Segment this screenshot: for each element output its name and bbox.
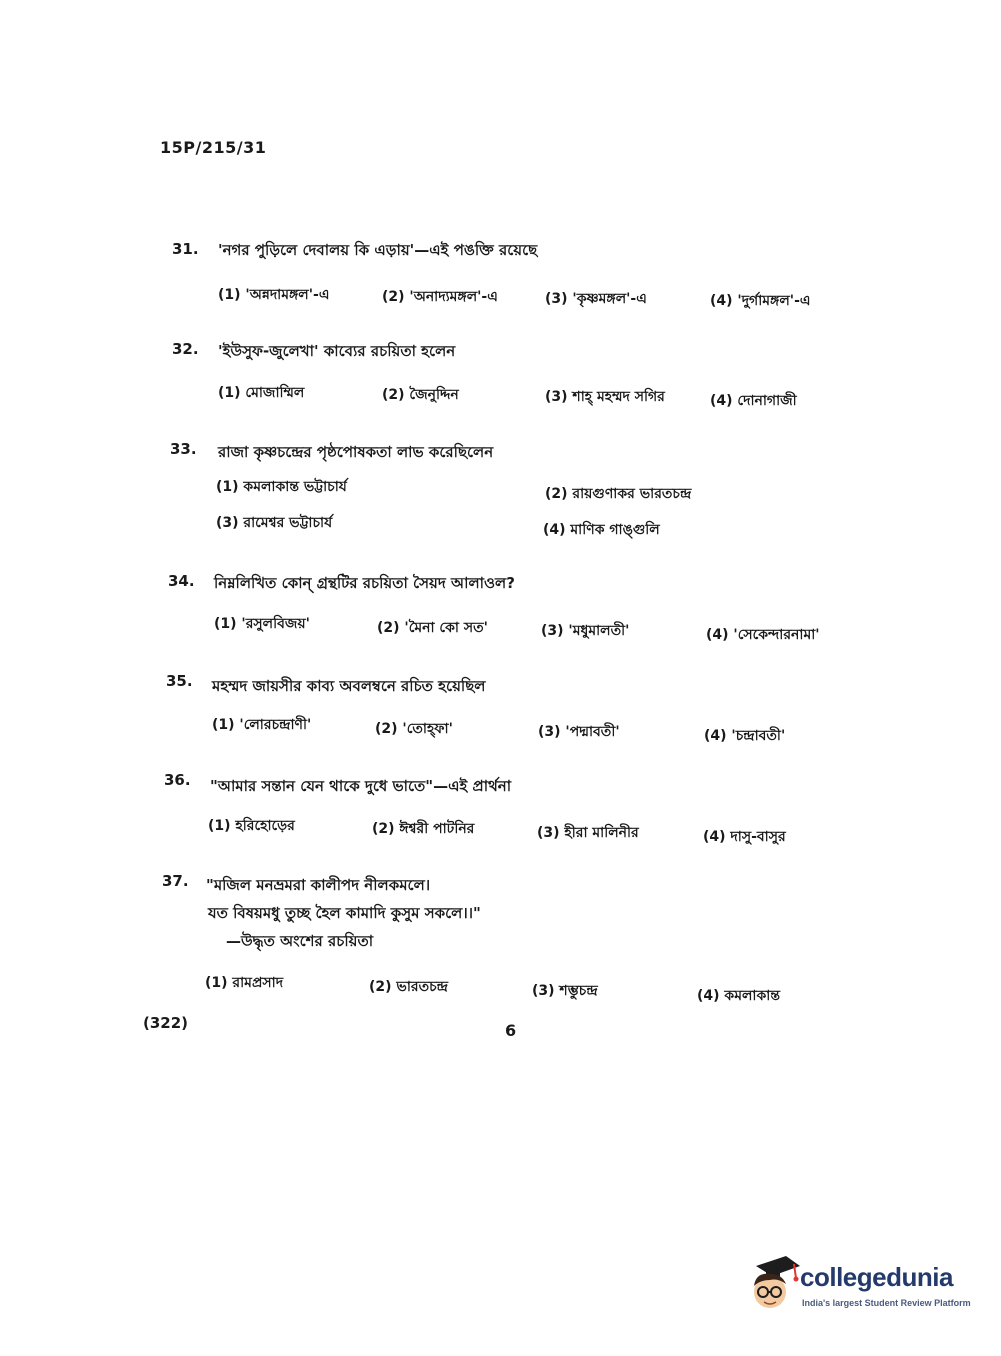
question-text: 'ইউসুফ-জুলেখা' কাব্যের রচয়িতা হলেন — [218, 342, 456, 360]
option-2: (2) 'অনাদ্যমঙ্গল'-এ — [382, 289, 498, 305]
option-3: (3) 'মধুমালতী' — [541, 623, 630, 639]
option-2: (2) 'তোহ্ফা' — [375, 721, 453, 737]
question-number: 33. — [170, 440, 197, 458]
option-1: (1) মোজাম্মিল — [218, 385, 305, 401]
question-text-line-1: "মজিল মনভ্রমরা কালীপদ নীলকমলে। — [206, 876, 431, 894]
option-3: (3) 'কৃষ্ণমঙ্গল'-এ — [545, 291, 647, 307]
option-4: (4) দোনাগাজী — [710, 393, 797, 409]
option-3: (3) রামেশ্বর ভট্টাচার্য — [216, 515, 333, 531]
option-4: (4) দাসু-বাসুর — [703, 829, 786, 845]
option-3: (3) 'পদ্মাবতী' — [538, 724, 620, 740]
option-4: (4) কমলাকান্ত — [697, 988, 780, 1004]
question-number: 35. — [166, 672, 193, 690]
option-2: (2) রায়গুণাকর ভারতচন্দ্র — [545, 486, 692, 502]
option-1: (1) রামপ্রসাদ — [205, 975, 284, 991]
option-2: (2) ঈশ্বরী পাটনির — [372, 821, 475, 837]
option-1: (1) কমলাকান্ত ভট্টাচার্য — [216, 479, 347, 495]
question-text: নিম্নলিখিত কোন্ গ্রন্থটির রচয়িতা সৈয়দ আলাওল? — [214, 574, 515, 592]
option-1: (1) 'অন্নদামঙ্গল'-এ — [218, 287, 330, 303]
option-2: (2) 'মৈনা কো সত' — [377, 620, 488, 636]
option-1: (1) 'রসুলবিজয়' — [214, 616, 310, 632]
mascot-icon — [742, 1252, 802, 1314]
option-1: (1) 'লোরচন্দ্রাণী' — [212, 717, 312, 733]
question-text-line-3: —উদ্ধৃত অংশের রচয়িতা — [226, 932, 374, 950]
collegedunia-logo[interactable] — [742, 1250, 972, 1320]
question-text-line-2: যত বিষয়মধু তুচ্ছ হৈল কামাদি কুসুম সকলে।।" — [208, 904, 481, 922]
option-2: (2) ভারতচন্দ্র — [369, 979, 448, 995]
booklet-code: (322) — [143, 1014, 189, 1032]
question-number: 31. — [172, 240, 199, 258]
question-text: "আমার সন্তান যেন থাকে দুধে ভাতে"—এই প্রার্থনা — [210, 777, 512, 795]
option-4: (4) 'সেকেন্দারনামা' — [706, 627, 820, 643]
question-number: 36. — [164, 771, 191, 789]
option-3: (3) হীরা মালিনীর — [537, 825, 639, 841]
question-number: 32. — [172, 340, 199, 358]
question-number: 37. — [162, 872, 189, 890]
option-3: (3) শাহ্ মহম্মদ সগির — [545, 389, 665, 405]
logo-wordmark: collegedunia — [800, 1262, 953, 1292]
page-number: 6 — [505, 1021, 517, 1040]
option-1: (1) হরিহোড়ের — [208, 818, 295, 834]
paper-code: 15P/215/31 — [160, 138, 267, 157]
option-4: (4) মাণিক গাঙ্গুলি — [543, 522, 660, 538]
logo-tagline: India's largest Student Review Platform — [802, 1298, 971, 1308]
option-4: (4) 'দুর্গামঙ্গল'-এ — [710, 293, 811, 309]
option-2: (2) জৈনুদ্দিন — [382, 387, 459, 403]
question-number: 34. — [168, 572, 195, 590]
question-text: 'নগর পুড়িলে দেবালয় কি এড়ায়'—এই পঙক্তি রয়েছে — [218, 241, 538, 259]
question-text: মহম্মদ জায়সীর কাব্য অবলম্বনে রচিত হয়েছিল — [212, 677, 486, 695]
option-3: (3) শম্ভুচন্দ্র — [532, 983, 598, 999]
option-4: (4) 'চন্দ্রাবতী' — [704, 728, 786, 744]
question-text: রাজা কৃষ্ণচন্দ্রের পৃষ্ঠপোষকতা লাভ করেছিলেন — [218, 443, 494, 461]
